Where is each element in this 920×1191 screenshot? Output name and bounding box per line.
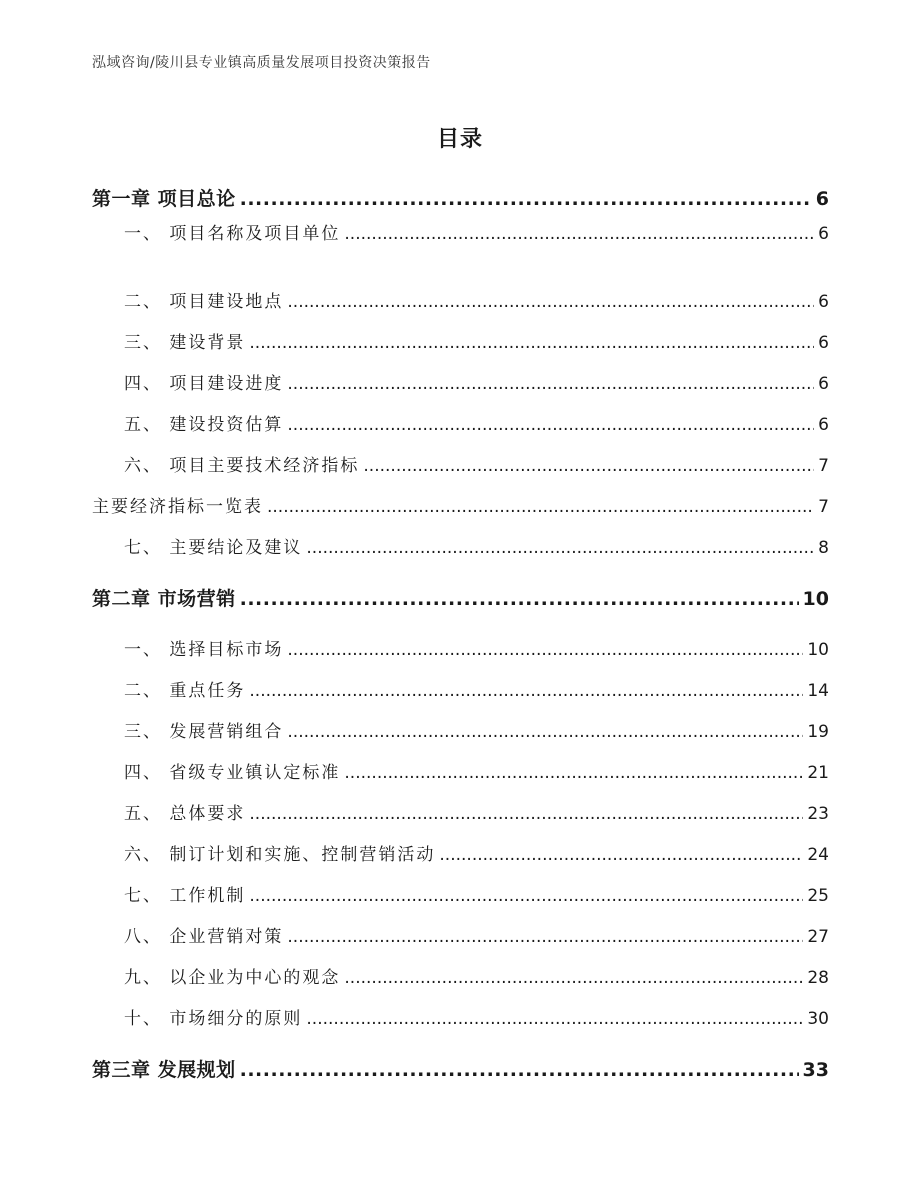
- dot-leader: [306, 538, 814, 558]
- toc-title: 目录: [436, 127, 483, 152]
- dot-leader: [249, 886, 803, 906]
- toc-entry-label: 十、 市场细分的原则: [124, 1009, 303, 1029]
- toc-entry-page: 7: [818, 497, 829, 517]
- toc-chapter-2[interactable]: [92, 584, 829, 611]
- toc-entry-page: 23: [807, 804, 829, 824]
- toc-entry-page: 14: [807, 681, 829, 701]
- toc-entry-label: 主要经济指标一览表: [92, 497, 263, 517]
- toc-entry-page: 6: [818, 333, 829, 353]
- dot-leader: [287, 722, 803, 742]
- toc-entry-page: 19: [807, 722, 829, 742]
- toc-entry-page: 10: [802, 588, 829, 610]
- toc-section-2-4[interactable]: [92, 758, 829, 783]
- toc-chapter-3[interactable]: [92, 1055, 829, 1082]
- toc-section-2-2[interactable]: [92, 676, 829, 701]
- toc-entry-page: 25: [807, 886, 829, 906]
- toc-entry-label: 一、 选择目标市场: [124, 640, 284, 660]
- toc-entry-page: 6: [818, 224, 829, 244]
- toc-entry-page: 8: [818, 538, 829, 558]
- dot-leader: [344, 968, 803, 988]
- toc-entry-label: 四、 省级专业镇认定标准: [124, 763, 341, 783]
- toc-section-2-5[interactable]: [92, 799, 829, 824]
- dot-leader: [287, 640, 803, 660]
- dot-leader: [267, 497, 814, 517]
- running-header: 泓域咨询/陵川县专业镇高质量发展项目投资决策报告: [92, 55, 431, 71]
- toc-section-1-2[interactable]: [92, 287, 829, 312]
- toc-section-1-7[interactable]: [92, 533, 829, 558]
- dot-leader: [249, 804, 803, 824]
- toc-section-1-4[interactable]: [92, 369, 829, 394]
- toc-section-2-1[interactable]: [92, 635, 829, 660]
- toc-entry-page: 27: [807, 927, 829, 947]
- toc-entry-label: 八、 企业营销对策: [124, 927, 284, 947]
- dot-leader: [306, 1009, 803, 1029]
- toc-entry-label: 五、 建设投资估算: [124, 415, 284, 435]
- toc-entry-label: 九、 以企业为中心的观念: [124, 968, 341, 988]
- toc-section-1-1[interactable]: [92, 219, 829, 244]
- dot-leader: [363, 456, 814, 476]
- toc-entry-label: 七、 工作机制: [124, 886, 246, 906]
- dot-leader: [287, 927, 803, 947]
- toc-section-2-3[interactable]: [92, 717, 829, 742]
- dot-leader: [344, 763, 803, 783]
- toc-entry-page: 33: [802, 1059, 829, 1081]
- toc-entry-page: 6: [818, 374, 829, 394]
- dot-leader: [240, 188, 812, 210]
- toc-entry-label: 五、 总体要求: [124, 804, 246, 824]
- toc-entry-label: 三、 建设背景: [124, 333, 246, 353]
- toc-section-2-10[interactable]: [92, 1004, 829, 1029]
- toc-entry-page: 6: [818, 415, 829, 435]
- toc-section-2-8[interactable]: [92, 922, 829, 947]
- toc-chapter-1[interactable]: [92, 184, 829, 211]
- toc-entry-label: 第二章 市场营销: [92, 588, 236, 610]
- toc-entry-label: 三、 发展营销组合: [124, 722, 284, 742]
- toc-entry-page: 7: [818, 456, 829, 476]
- toc-entry-label: 第三章 发展规划: [92, 1059, 236, 1081]
- toc-section-2-9[interactable]: [92, 963, 829, 988]
- dot-leader: [240, 588, 799, 610]
- dot-leader: [439, 845, 803, 865]
- toc-entry-page: 28: [807, 968, 829, 988]
- toc-entry-page: 6: [815, 188, 829, 210]
- dot-leader: [344, 224, 814, 244]
- dot-leader: [287, 374, 814, 394]
- toc-section-1-5[interactable]: [92, 410, 829, 435]
- toc-entry-label: 第一章 项目总论: [92, 188, 236, 210]
- toc-entry-label: 二、 项目建设地点: [124, 292, 284, 312]
- dot-leader: [249, 333, 814, 353]
- dot-leader: [249, 681, 803, 701]
- dot-leader: [287, 292, 814, 312]
- toc-table-economic-indicators[interactable]: [92, 492, 829, 517]
- dot-leader: [287, 415, 814, 435]
- toc-entry-page: 6: [818, 292, 829, 312]
- dot-leader: [240, 1059, 799, 1081]
- toc-entry-page: 24: [807, 845, 829, 865]
- toc-entry-label: 四、 项目建设进度: [124, 374, 284, 394]
- toc-entry-label: 六、 项目主要技术经济指标: [124, 456, 360, 476]
- toc-entry-page: 10: [807, 640, 829, 660]
- toc-entry-label: 七、 主要结论及建议: [124, 538, 303, 558]
- toc-section-1-6[interactable]: [92, 451, 829, 476]
- toc-entry-label: 二、 重点任务: [124, 681, 246, 701]
- toc-section-2-6[interactable]: [92, 840, 829, 865]
- toc-entry-label: 六、 制订计划和实施、控制营销活动: [124, 845, 436, 865]
- toc-entry-page: 21: [807, 763, 829, 783]
- toc-entry-label: 一、 项目名称及项目单位: [124, 224, 341, 244]
- toc-entry-page: 30: [807, 1009, 829, 1029]
- toc-section-1-3[interactable]: [92, 328, 829, 353]
- toc-section-2-7[interactable]: [92, 881, 829, 906]
